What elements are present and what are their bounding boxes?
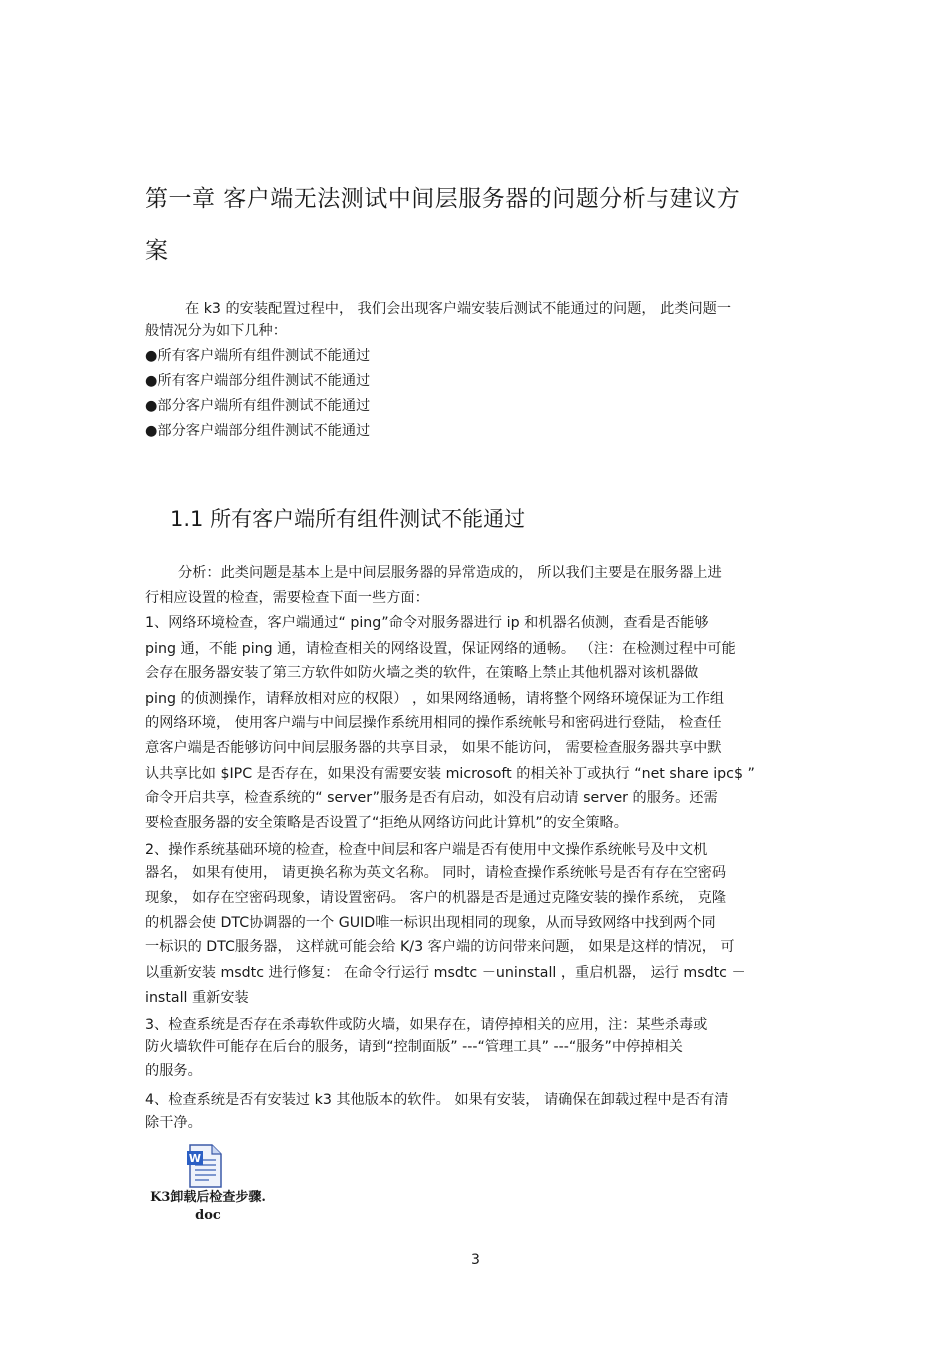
body-line: 器名， 如果有使用， 请更换名称为英文名称。 同时，请检查操作系统帐号是否有存在空密码 bbox=[145, 865, 727, 881]
body-line: 的网络环境， 使用客户端与中间层操作系统用相同的操作系统帐号和密码进行登陆， 检查任 bbox=[145, 715, 722, 731]
body-line: 的机器会使 DTC协调器的一个 GUID唯一标识出现相同的现象，从而导致网络中找到两个同 bbox=[145, 915, 716, 931]
body-line: 防火墙软件可能存在后台的服务，请到“控制面版” ---“管理工具” ---“服务”中停掉相关 bbox=[145, 1039, 683, 1055]
section-title: 1.1 所有客户端所有组件测试不能通过 bbox=[170, 507, 526, 531]
body-line: 一标识的 DTC服务器， 这样就可能会给 K/3 客户端的访问带来问题， 如果是这样的情况， 可 bbox=[145, 939, 735, 955]
body-line: 现象， 如存在空密码现象，请设置密码。 客户的机器是否是通过克隆安装的操作系统， 克隆 bbox=[145, 890, 727, 906]
body-line: 2、操作系统基础环境的检查，检查中间层和客户端是否有使用中文操作系统帐号及中文机 bbox=[145, 842, 708, 858]
body-line: 认共享比如 $IPC 是否存在，如果没有需要安装 microsoft 的相关补丁或执行 “net share ipc$ ” bbox=[145, 766, 755, 782]
body-line: 要检查服务器的安全策略是否设置了“拒绝从网络访问此计算机”的安全策略。 bbox=[145, 815, 628, 831]
body-line: 除干净。 bbox=[145, 1115, 202, 1131]
chapter-title-line2: 案 bbox=[145, 238, 169, 264]
bullet-item: ●所有客户端部分组件测试不能通过 bbox=[145, 373, 371, 389]
body-line: install 重新安装 bbox=[145, 990, 249, 1006]
svg-text:W: W bbox=[188, 1152, 202, 1165]
body-line: 3、检查系统是否存在杀毒软件或防火墙，如果存在，请停掉相关的应用，注：某些杀毒或 bbox=[145, 1017, 708, 1033]
word-document-icon[interactable] bbox=[186, 1143, 224, 1189]
body-line: 行相应设置的检查，需要检查下面一些方面： bbox=[145, 590, 429, 606]
body-line: 4、检查系统是否有安装过 k3 其他版本的软件。 如果有安装， 请确保在卸载过程中是否有清 bbox=[145, 1092, 729, 1108]
bullet-item: ●所有客户端所有组件测试不能通过 bbox=[145, 348, 371, 364]
bullet-item: ●部分客户端所有组件测试不能通过 bbox=[145, 398, 371, 414]
intro-line-1: 在 k3 的安装配置过程中， 我们会出现客户端安装后测试不能通过的问题， 此类问题一 bbox=[185, 301, 732, 317]
body-line: ping 通，不能 ping 通，请检查相关的网络设置，保证网络的通畅。 （注：在检测过程中可能 bbox=[145, 641, 736, 657]
body-line: 的服务。 bbox=[145, 1063, 202, 1079]
body-line: 命令开启共享，检查系统的“ server”服务是否有启动，如没有启动请 server 的服务。还需 bbox=[145, 790, 718, 806]
body-line: 1、网络环境检查，客户端通过“ ping”命令对服务器进行 ip 和机器名侦测，查看是否能够 bbox=[145, 615, 709, 631]
attachment-name-line2: doc bbox=[195, 1208, 221, 1223]
body-line: 会存在服务器安装了第三方软件如防火墙之类的软件，在策略上禁止其他机器对该机器做 bbox=[145, 665, 699, 681]
bullet-item: ●部分客户端部分组件测试不能通过 bbox=[145, 423, 371, 439]
attachment-name-line1: K3卸载后检查步骤. bbox=[150, 1190, 266, 1205]
body-line: 以重新安装 msdtc 进行修复： 在命令行运行 msdtc －uninstall ，重启机器， 运行 msdtc － bbox=[145, 965, 746, 981]
chapter-title-line1: 第一章 客户端无法测试中间层服务器的问题分析与建议方 bbox=[145, 186, 741, 212]
attachment-filename[interactable] bbox=[143, 1189, 273, 1225]
page-number: 3 bbox=[471, 1252, 480, 1268]
body-line: 意客户端是否能够访问中间层服务器的共享目录， 如果不能访问， 需要检查服务器共享中默 bbox=[145, 740, 722, 756]
body-line: ping 的侦测操作，请释放相对应的权限） ，如果网络通畅，请将整个网络环境保证为工作组 bbox=[145, 691, 725, 707]
body-line: 分析：此类问题是基本上是中间层服务器的异常造成的， 所以我们主要是在服务器上进 bbox=[178, 565, 722, 581]
intro-line-2: 般情况分为如下几种： bbox=[145, 323, 287, 339]
